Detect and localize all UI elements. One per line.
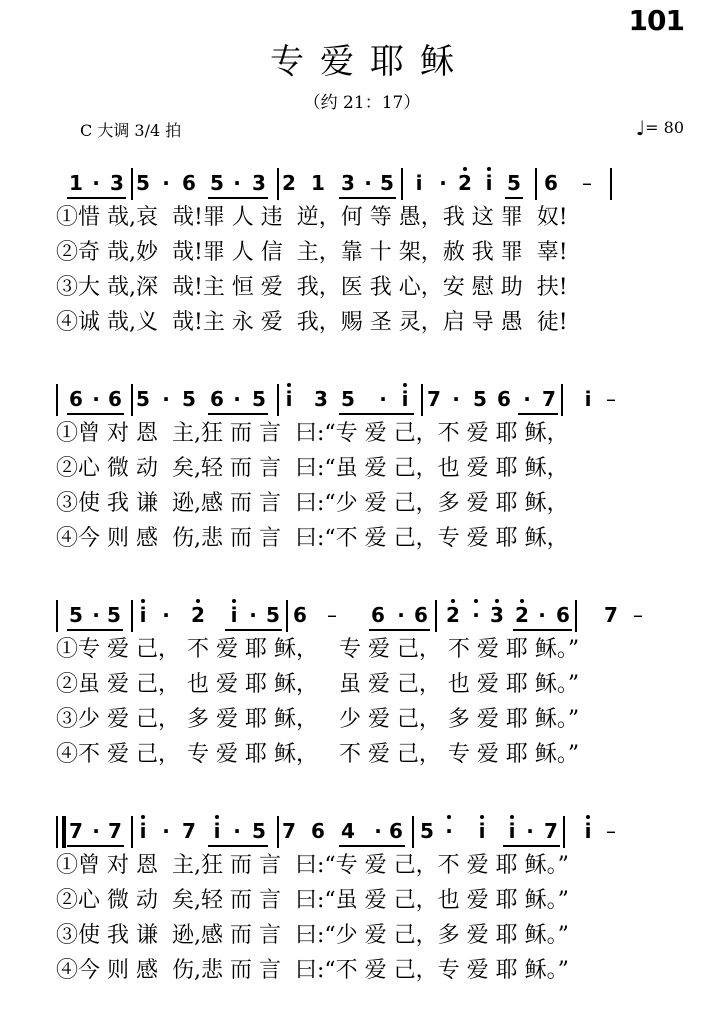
note: 7 <box>544 819 558 843</box>
lyric-verse-2: ②心 微 动 矣,轻 而 言 曰:“虽 爱 己，也 爱 耶 稣。” <box>56 888 569 913</box>
tempo-marking <box>636 116 684 140</box>
octave-dot <box>215 815 219 819</box>
note: 2 <box>446 603 460 627</box>
note: 2 <box>191 603 205 627</box>
dot-mark: · <box>374 819 382 843</box>
sustain-dash: – <box>633 603 643 627</box>
beam-underline <box>67 413 124 415</box>
lyric-verse-2: ②奇 哉,妙 哉!罪 人 信 主，靠 十 架，赦 我 罪 辜! <box>56 240 568 265</box>
dot-mark: · <box>233 387 241 411</box>
note: 2 <box>515 603 529 627</box>
dot-mark: · <box>526 819 534 843</box>
note: 5 <box>341 387 355 411</box>
lyric-verse-3: ③使 我 谦 逊,感 而 言 曰:“少 爱 己，多 爱 耶 稣， <box>56 491 569 516</box>
beam-underline <box>513 629 572 631</box>
note: 7 <box>427 387 441 411</box>
note: i <box>584 387 592 411</box>
octave-dot <box>474 599 478 603</box>
note: 5 <box>136 171 150 195</box>
note: i <box>139 819 147 843</box>
octave-dot <box>480 815 484 819</box>
sustain-dash: – <box>327 603 337 627</box>
dot-mark: · <box>162 387 170 411</box>
note: 6 <box>497 387 511 411</box>
notation-line <box>56 386 696 416</box>
note: 6 <box>108 387 122 411</box>
notation-line <box>56 170 696 200</box>
scripture-reference: （约 21：17） <box>303 93 421 113</box>
barline <box>401 168 403 200</box>
note: 5 <box>252 387 266 411</box>
octave-dot <box>451 599 455 603</box>
note: 7 <box>604 603 618 627</box>
beam-underline <box>208 845 268 847</box>
octave-dot <box>232 599 236 603</box>
beam-underline <box>339 845 405 847</box>
beam-underline <box>225 629 282 631</box>
note: 3 <box>341 171 355 195</box>
notation-line <box>56 818 696 848</box>
barline <box>412 816 414 848</box>
beam-underline <box>67 845 124 847</box>
lyric-verse-1: ①曾 对 恩 主,狂 而 言 曰:“专 爱 己，不 爱 耶 稣， <box>56 421 569 446</box>
beam-underline <box>339 413 414 415</box>
note: 6 <box>311 819 325 843</box>
note: 3 <box>252 171 266 195</box>
octave-dot <box>447 815 451 819</box>
dot-mark: · <box>379 387 387 411</box>
octave-dot <box>520 599 524 603</box>
notation-line <box>56 602 696 632</box>
system-1 <box>56 170 696 340</box>
dot-mark: · <box>92 819 100 843</box>
note: i <box>401 387 409 411</box>
lyric-verse-2: ②虽 爱 己， 也 爱 耶 稣， 虽 爱 己， 也 爱 耶 稣。” <box>56 672 580 697</box>
dot-mark: · <box>92 387 100 411</box>
system-3 <box>56 602 696 772</box>
note: 6 <box>69 387 83 411</box>
beam-underline <box>208 413 268 415</box>
lyric-verse-1: ①惜 哉,哀 哉!罪 人 违 逆，何 等 愚，我 这 罪 奴! <box>56 205 568 230</box>
sustain-dash: – <box>606 387 616 411</box>
note: 7 <box>69 819 83 843</box>
note: 2 <box>458 171 472 195</box>
lyric-verse-3: ③大 哉,深 哉!主 恒 爱 我，医 我 心，安 慰 助 扶! <box>56 275 568 300</box>
note: 7 <box>542 387 556 411</box>
note: 1 <box>311 171 325 195</box>
lyric-verse-3: ③使 我 谦 逊,感 而 言 曰:“少 爱 己，多 爱 耶 稣。” <box>56 923 569 948</box>
dot-mark: · <box>162 171 170 195</box>
note: 6 <box>182 171 196 195</box>
note: i <box>213 819 221 843</box>
note: i <box>508 819 516 843</box>
note: 7 <box>108 819 122 843</box>
barline <box>535 168 537 200</box>
dot-mark: · <box>162 819 170 843</box>
octave-dot <box>141 815 145 819</box>
note: 3 <box>314 387 328 411</box>
note: i <box>485 171 493 195</box>
note: i <box>478 819 486 843</box>
lyric-verse-1: ①专 爱 己， 不 爱 耶 稣， 专 爱 己， 不 爱 耶 稣。” <box>56 637 580 662</box>
beam-underline <box>67 629 123 631</box>
note: 5 <box>507 171 521 195</box>
beam-underline <box>67 197 126 199</box>
beam-underline <box>208 197 268 199</box>
octave-dot <box>495 599 499 603</box>
lyric-verse-3: ③少 爱 己， 多 爱 耶 稣， 少 爱 己， 多 爱 耶 稣。” <box>56 707 580 732</box>
note: 6 <box>389 819 403 843</box>
dot-mark: · <box>249 603 257 627</box>
octave-dot <box>463 167 467 171</box>
note: 6 <box>556 603 570 627</box>
note: i <box>584 819 592 843</box>
key-signature: C 大调 3/4 拍 <box>80 121 182 140</box>
barline <box>56 600 58 632</box>
sustain-dash: – <box>582 171 592 195</box>
note: 6 <box>210 387 224 411</box>
note: 7 <box>282 819 296 843</box>
note: 5 <box>182 387 196 411</box>
note: 5 <box>266 603 280 627</box>
lyric-verse-1: ①曾 对 恩 主,狂 而 言 曰:“专 爱 己，不 爱 耶 稣。” <box>56 853 569 878</box>
lyric-verse-4: ④今 则 感 伤,悲 而 言 曰:“不 爱 己，专 爱 耶 稣。” <box>56 958 569 983</box>
note: 3 <box>490 603 504 627</box>
lyric-verse-4: ④今 则 感 伤,悲 而 言 曰:“不 爱 己，专 爱 耶 稣， <box>56 526 569 551</box>
barline <box>610 168 612 200</box>
beam-underline <box>369 629 430 631</box>
lyric-verse-2: ②心 微 动 矣,轻 而 言 曰:“虽 爱 己，也 爱 耶 稣， <box>56 456 569 481</box>
octave-dot <box>487 167 491 171</box>
note: 5 <box>473 387 487 411</box>
note: i <box>230 603 238 627</box>
barline <box>563 816 565 848</box>
dot-mark: · <box>162 603 170 627</box>
dot-mark: · <box>439 171 447 195</box>
note: 5 <box>210 171 224 195</box>
tempo-value: = 80 <box>645 118 684 137</box>
note: 5 <box>380 171 394 195</box>
note: 6 <box>544 171 558 195</box>
dot-mark: · <box>397 603 405 627</box>
note: i <box>139 603 147 627</box>
note: 6 <box>414 603 428 627</box>
octave-dot <box>196 599 200 603</box>
beam-underline <box>505 197 523 199</box>
quarter-note-icon: ♩ <box>635 116 646 140</box>
beam-underline <box>503 845 560 847</box>
octave-dot <box>586 815 590 819</box>
octave-dot <box>510 815 514 819</box>
lyric-verse-4: ④诚 哉,义 哉!主 永 爱 我，赐 圣 灵，启 导 愚 徒! <box>56 310 568 335</box>
system-2 <box>56 386 696 556</box>
dot-mark: · <box>233 819 241 843</box>
dot-mark: · <box>92 171 100 195</box>
dot-mark: · <box>472 603 480 627</box>
octave-dot <box>141 599 145 603</box>
note: 7 <box>182 819 196 843</box>
barline <box>56 384 58 416</box>
barline <box>435 600 437 632</box>
dot-mark: · <box>452 387 460 411</box>
note: 5 <box>107 603 121 627</box>
beam-underline <box>518 413 558 415</box>
note: 5 <box>420 819 434 843</box>
dot-mark: · <box>92 603 100 627</box>
note: 5 <box>136 387 150 411</box>
beam-underline <box>339 197 396 199</box>
system-4 <box>56 818 696 988</box>
final-barline <box>56 816 66 848</box>
dot-mark: · <box>538 603 546 627</box>
barline <box>286 600 288 632</box>
dot-mark: · <box>445 819 453 843</box>
barline <box>561 384 563 416</box>
note: 5 <box>69 603 83 627</box>
dot-mark: · <box>523 387 531 411</box>
note: i <box>415 171 423 195</box>
barline <box>575 600 577 632</box>
note: 3 <box>110 171 124 195</box>
note: 6 <box>293 603 307 627</box>
octave-dot <box>287 383 291 387</box>
dot-mark: · <box>233 171 241 195</box>
note: 4 <box>341 819 355 843</box>
note: 1 <box>69 171 83 195</box>
page-number: 101 <box>628 4 684 37</box>
octave-dot <box>403 383 407 387</box>
note: i <box>285 387 293 411</box>
note: 6 <box>371 603 385 627</box>
note: 5 <box>252 819 266 843</box>
dot-mark: · <box>364 171 372 195</box>
sustain-dash: – <box>606 819 616 843</box>
note: 2 <box>282 171 296 195</box>
lyric-verse-4: ④不 爱 己， 专 爱 耶 稣， 不 爱 己， 专 爱 耶 稣。” <box>56 742 580 767</box>
hymn-title: 专爱耶稣 <box>270 42 470 82</box>
